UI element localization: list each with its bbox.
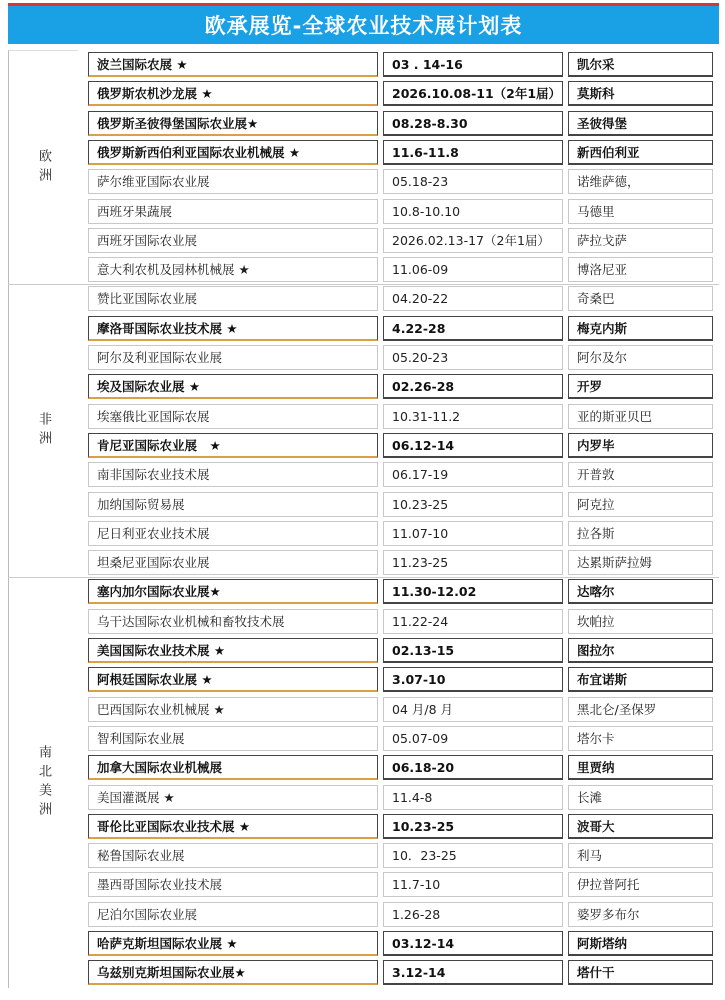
table-row	[78, 460, 719, 489]
table-row	[78, 665, 719, 694]
exhibition-date: 10.8-10.10	[383, 199, 563, 224]
exhibition-name: 西班牙果蔬展	[88, 199, 378, 224]
exhibition-name: 加拿大国际农业机械展	[88, 755, 378, 780]
region-name: 非洲	[36, 412, 51, 451]
exhibition-city: 阿克拉	[568, 492, 713, 517]
exhibition-city: 新西伯利亚	[568, 140, 713, 165]
exhibition-city: 利马	[568, 843, 713, 868]
exhibition-name: 西班牙国际农业展	[88, 228, 378, 253]
exhibition-name: 俄罗斯新西伯利亚国际农业机械展 ★	[88, 140, 378, 165]
exhibition-city: 萨拉戈萨	[568, 228, 713, 253]
exhibition-date: 05.07-09	[383, 726, 563, 751]
exhibition-date: 04 月/8 月	[383, 697, 563, 722]
exhibition-date: 05.18-23	[383, 169, 563, 194]
page-title: 欧承展览-全球农业技术展计划表	[204, 14, 523, 38]
exhibition-name: 乌干达国际农业机械和畜牧技术展	[88, 609, 378, 634]
exhibition-city: 布宜诺斯	[568, 667, 713, 692]
exhibition-city: 婆罗多布尔	[568, 902, 713, 927]
exhibition-date: 11.07-10	[383, 521, 563, 546]
exhibition-city: 塔尔卡	[568, 726, 713, 751]
exhibition-date: 11.22-24	[383, 609, 563, 634]
exhibition-city: 开普敦	[568, 462, 713, 487]
exhibition-city: 达累斯萨拉姆	[568, 550, 713, 575]
exhibition-name: 坦桑尼亚国际农业展	[88, 550, 378, 575]
exhibition-name: 摩洛哥国际农业技术展 ★	[88, 316, 378, 341]
exhibition-name: 塞内加尔国际农业展★	[88, 579, 378, 604]
region-name: 南北美洲	[36, 744, 51, 821]
exhibition-city: 里贾纳	[568, 755, 713, 780]
exhibition-name: 俄罗斯圣彼得堡国际农业展★	[88, 111, 378, 136]
table-row	[78, 753, 719, 782]
exhibition-name: 赞比亚国际农业展	[88, 286, 378, 311]
table-row	[78, 343, 719, 372]
exhibition-name: 哥伦比亚国际农业技术展 ★	[88, 814, 378, 839]
table-row	[78, 79, 719, 108]
exhibition-name: 南非国际农业技术展	[88, 462, 378, 487]
table-row	[78, 783, 719, 812]
exhibition-date: 3.12-14	[383, 960, 563, 985]
exhibition-city: 诺维萨德，	[568, 169, 713, 194]
exhibition-date: 08.28-8.30	[383, 111, 563, 136]
exhibition-city: 梅克内斯	[568, 316, 713, 341]
exhibition-name: 尼泊尔国际农业展	[88, 902, 378, 927]
table-row	[78, 138, 719, 167]
table-row	[78, 431, 719, 460]
table-row	[78, 870, 719, 899]
exhibition-date: 04.20-22	[383, 286, 563, 311]
exhibition-name: 智利国际农业展	[88, 726, 378, 751]
exhibition-city: 图拉尔	[568, 638, 713, 663]
exhibition-name: 波兰国际农展 ★	[88, 52, 378, 77]
exhibition-city: 阿斯塔纳	[568, 931, 713, 956]
exhibition-date: 10.31-11.2	[383, 404, 563, 429]
table-row	[78, 929, 719, 958]
exhibition-city: 达喀尔	[568, 579, 713, 604]
title-banner	[8, 3, 719, 44]
exhibition-name: 阿尔及利亚国际农业展	[88, 345, 378, 370]
exhibition-name: 美国灌溉展 ★	[88, 785, 378, 810]
table-row	[78, 372, 719, 401]
exhibition-date: 11.7-10	[383, 872, 563, 897]
exhibition-city: 阿尔及尔	[568, 345, 713, 370]
exhibition-city: 塔什干	[568, 960, 713, 985]
exhibition-date: 10．23-25	[383, 843, 563, 868]
table-row	[78, 197, 719, 226]
table-row	[78, 900, 719, 929]
exhibition-name: 肯尼亚国际农业展 ★	[88, 433, 378, 458]
exhibition-name: 尼日利亚农业技术展	[88, 521, 378, 546]
region-label	[8, 50, 78, 284]
table-row	[78, 841, 719, 870]
exhibition-date: 02.26-28	[383, 374, 563, 399]
table-row	[78, 958, 719, 987]
table-row	[78, 490, 719, 519]
exhibition-city: 开罗	[568, 374, 713, 399]
table-row	[78, 724, 719, 753]
table-row	[78, 284, 719, 313]
exhibition-name: 哈萨克斯坦国际农业展 ★	[88, 931, 378, 956]
exhibition-date: 03 . 14-16	[383, 52, 563, 77]
exhibition-city: 马德里	[568, 199, 713, 224]
exhibition-name: 埃及国际农业展 ★	[88, 374, 378, 399]
table-row	[78, 255, 719, 284]
exhibition-city: 凯尔采	[568, 52, 713, 77]
exhibition-name: 美国国际农业技术展 ★	[88, 638, 378, 663]
exhibition-date: 4.22-28	[383, 316, 563, 341]
exhibition-name: 墨西哥国际农业技术展	[88, 872, 378, 897]
region-name: 欧洲	[36, 148, 51, 187]
exhibition-city: 莫斯科	[568, 81, 713, 106]
exhibition-date: 11.23-25	[383, 550, 563, 575]
exhibition-name: 意大利农机及园林机械展 ★	[88, 257, 378, 282]
exhibition-city: 博洛尼亚	[568, 257, 713, 282]
region-label	[8, 577, 78, 987]
table-row	[78, 226, 719, 255]
exhibition-city: 坎帕拉	[568, 609, 713, 634]
exhibition-city: 波哥大	[568, 814, 713, 839]
exhibition-date: 03.12-14	[383, 931, 563, 956]
exhibition-name: 加纳国际贸易展	[88, 492, 378, 517]
exhibition-date: 11.30-12.02	[383, 579, 563, 604]
exhibition-city: 圣彼得堡	[568, 111, 713, 136]
exhibition-date: 11.06-09	[383, 257, 563, 282]
exhibition-city: 奇桑巴	[568, 286, 713, 311]
table-row	[78, 577, 719, 606]
exhibition-name: 乌兹别克斯坦国际农业展★	[88, 960, 378, 985]
table-row	[78, 548, 719, 577]
exhibition-name: 萨尔维亚国际农业展	[88, 169, 378, 194]
exhibition-name: 阿根廷国际农业展 ★	[88, 667, 378, 692]
exhibition-date: 02.13-15	[383, 638, 563, 663]
exhibition-name: 秘鲁国际农业展	[88, 843, 378, 868]
table-row	[78, 314, 719, 343]
exhibition-date: 05.20-23	[383, 345, 563, 370]
exhibition-city: 内罗毕	[568, 433, 713, 458]
exhibition-date: 06.18-20	[383, 755, 563, 780]
table-row	[78, 695, 719, 724]
table-row	[78, 167, 719, 196]
exhibition-city: 拉各斯	[568, 521, 713, 546]
exhibition-date: 06.17-19	[383, 462, 563, 487]
exhibition-name: 埃塞俄比亚国际农展	[88, 404, 378, 429]
table-row	[78, 607, 719, 636]
exhibition-date: 10.23-25	[383, 814, 563, 839]
table-row	[78, 50, 719, 79]
table-row	[78, 519, 719, 548]
exhibition-date: 2026.02.13-17（2年1届）	[383, 228, 563, 253]
exhibition-date: 11.4-8	[383, 785, 563, 810]
table-row	[78, 636, 719, 665]
exhibition-city: 长滩	[568, 785, 713, 810]
exhibition-city: 黑北仑/圣保罗	[568, 697, 713, 722]
exhibition-date: 1.26-28	[383, 902, 563, 927]
exhibition-date: 11.6-11.8	[383, 140, 563, 165]
exhibition-city: 亚的斯亚贝巴	[568, 404, 713, 429]
exhibition-date: 2026.10.08-11（2年1届）	[383, 81, 563, 106]
exhibition-date: 3.07-10	[383, 667, 563, 692]
exhibition-city: 伊拉普阿托	[568, 872, 713, 897]
exhibition-date: 10.23-25	[383, 492, 563, 517]
exhibition-name: 俄罗斯农机沙龙展 ★	[88, 81, 378, 106]
table-row	[78, 402, 719, 431]
exhibition-name: 巴西国际农业机械展 ★	[88, 697, 378, 722]
region-label	[8, 284, 78, 577]
exhibition-date: 06.12-14	[383, 433, 563, 458]
table-row	[78, 812, 719, 841]
table-row	[78, 109, 719, 138]
